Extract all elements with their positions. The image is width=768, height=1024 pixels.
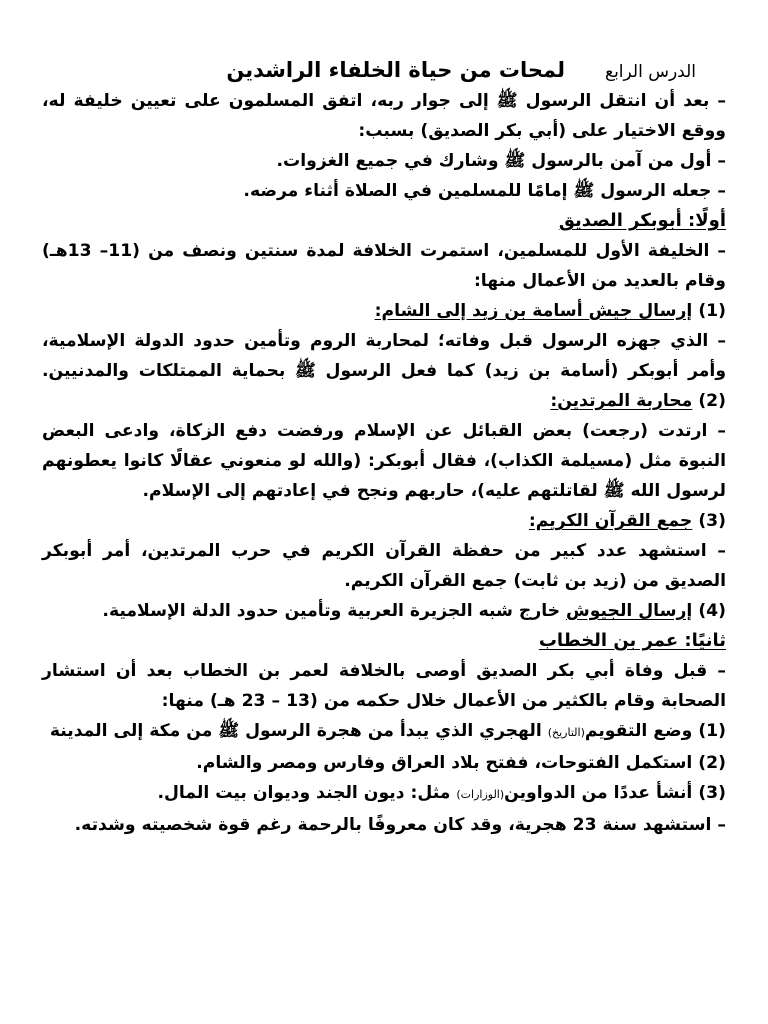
item-text: خارج شبه الجزيرة العربية وتأمين حدود الدلة الإسلامية. — [102, 601, 567, 621]
item-line — [42, 596, 726, 626]
item-line: النبوة مثل (مسيلمة الكذاب)، فقال أبوبكر: (والله لو منعوني عقالًا كانوا يعطونهم — [42, 451, 726, 471]
item-note: (الوزارات) — [456, 788, 505, 801]
item-number: (3) — [698, 511, 726, 531]
item-number: (1) — [698, 721, 726, 741]
section-intro-line: وقام بالعديد من الأعمال منها: — [473, 271, 726, 291]
intro-line: – جعله الرسول ﷺ إمامًا للمسلمين في الصلاة أثناء مرضه. — [243, 181, 726, 201]
item-number: (3) — [698, 783, 726, 803]
item-title — [42, 386, 726, 416]
item-number: (4) — [698, 601, 726, 621]
item-line: – ارتدت (رجعت) بعض القبائل عن الإسلام ورفضت دفع الزكاة، وادعى البعض — [42, 421, 726, 441]
lesson-title: لمحات من حياة الخلفاء الراشدين — [226, 58, 566, 82]
section-intro-line: – الخليفة الأول للمسلمين، استمرت الخلافة لمدة سنتين ونصف من (11– 13هـ) — [42, 241, 727, 261]
item-text: مثل: ديون الجند وديوان بيت المال. — [157, 783, 457, 803]
section-heading-abubakr — [42, 206, 726, 236]
item-title — [42, 506, 726, 536]
section-heading-text: أولًا: أبوبكر الصديق — [558, 210, 726, 231]
section-heading-omar — [42, 626, 726, 656]
intro-line: – أول من آمن بالرسول ﷺ وشارك في جميع الغزوات. — [276, 151, 726, 171]
intro-line: ووقع الاختيار على (أبي بكر الصديق) بسبب: — [358, 121, 726, 141]
item-title-text: جمع القرآن الكريم: — [528, 511, 693, 531]
item-number: (1) — [698, 301, 726, 321]
item-title-text: محاربة المرتدين: — [550, 391, 693, 411]
lesson-label: الدرس الرابع — [605, 62, 696, 82]
item-line — [42, 778, 726, 810]
item-line: – استشهد عدد كبير من حفظة القرآن الكريم في حرب المرتدين، أمر أبوبكر — [42, 541, 726, 561]
item-number: (2) — [698, 391, 726, 411]
section-intro-line: – قبل وفاة أبي بكر الصديق أوصى بالخلافة لعمر بن الخطاب بعد أن استشار — [42, 661, 726, 681]
item-text: أنشأ عددًا من الدواوين — [504, 783, 699, 803]
item-title-text: إرسال جيش أسامة بن زيد إلى الشام: — [374, 301, 693, 321]
item-line: الصديق من (زيد بن ثابت) جمع القرآن الكريم. — [344, 571, 726, 591]
item-line: (2) استكمل الفتوحات، ففتح بلاد العراق وفارس ومصر والشام. — [196, 753, 726, 773]
item-line — [42, 716, 726, 748]
item-text: وضع التقويم — [584, 721, 699, 741]
item-title-text: إرسال الجيوش — [566, 601, 693, 621]
section-intro-line: الصحابة وقام بالكثير من الأعمال خلال حكمه من (13 – 23 هـ) منها: — [161, 691, 726, 711]
item-note: (التاريخ) — [547, 726, 585, 739]
closing-line: – استشهد سنة 23 هجرية، وقد كان معروفًا بالرحمة رغم قوة شخصيته وشدته. — [74, 815, 726, 835]
item-title — [42, 296, 726, 326]
item-line: وأمر أبوبكر (أسامة بن زيد) كما فعل الرسول ﷺ بحماية الممتلكات والمدنيين. — [42, 361, 726, 381]
item-text: الهجري الذي يبدأ من هجرة الرسول ﷺ من مكة إلى المدينة — [49, 721, 548, 741]
intro-line: – بعد أن انتقل الرسول ﷺ إلى جوار ربه، اتفق المسلمون على تعيين خليفة له، — [42, 91, 726, 111]
item-line: لرسول الله ﷺ لقاتلتهم عليه)، حاربهم ونجح في إعادتهم إلى الإسلام. — [142, 481, 726, 501]
lesson-header — [42, 58, 726, 82]
item-line: – الذي جهزه الرسول قبل وفاته؛ لمحاربة الروم وتأمين حدود الدولة الإسلامية، — [42, 331, 726, 351]
section-heading-text: ثانيًا: عمر بن الخطاب — [538, 630, 726, 651]
